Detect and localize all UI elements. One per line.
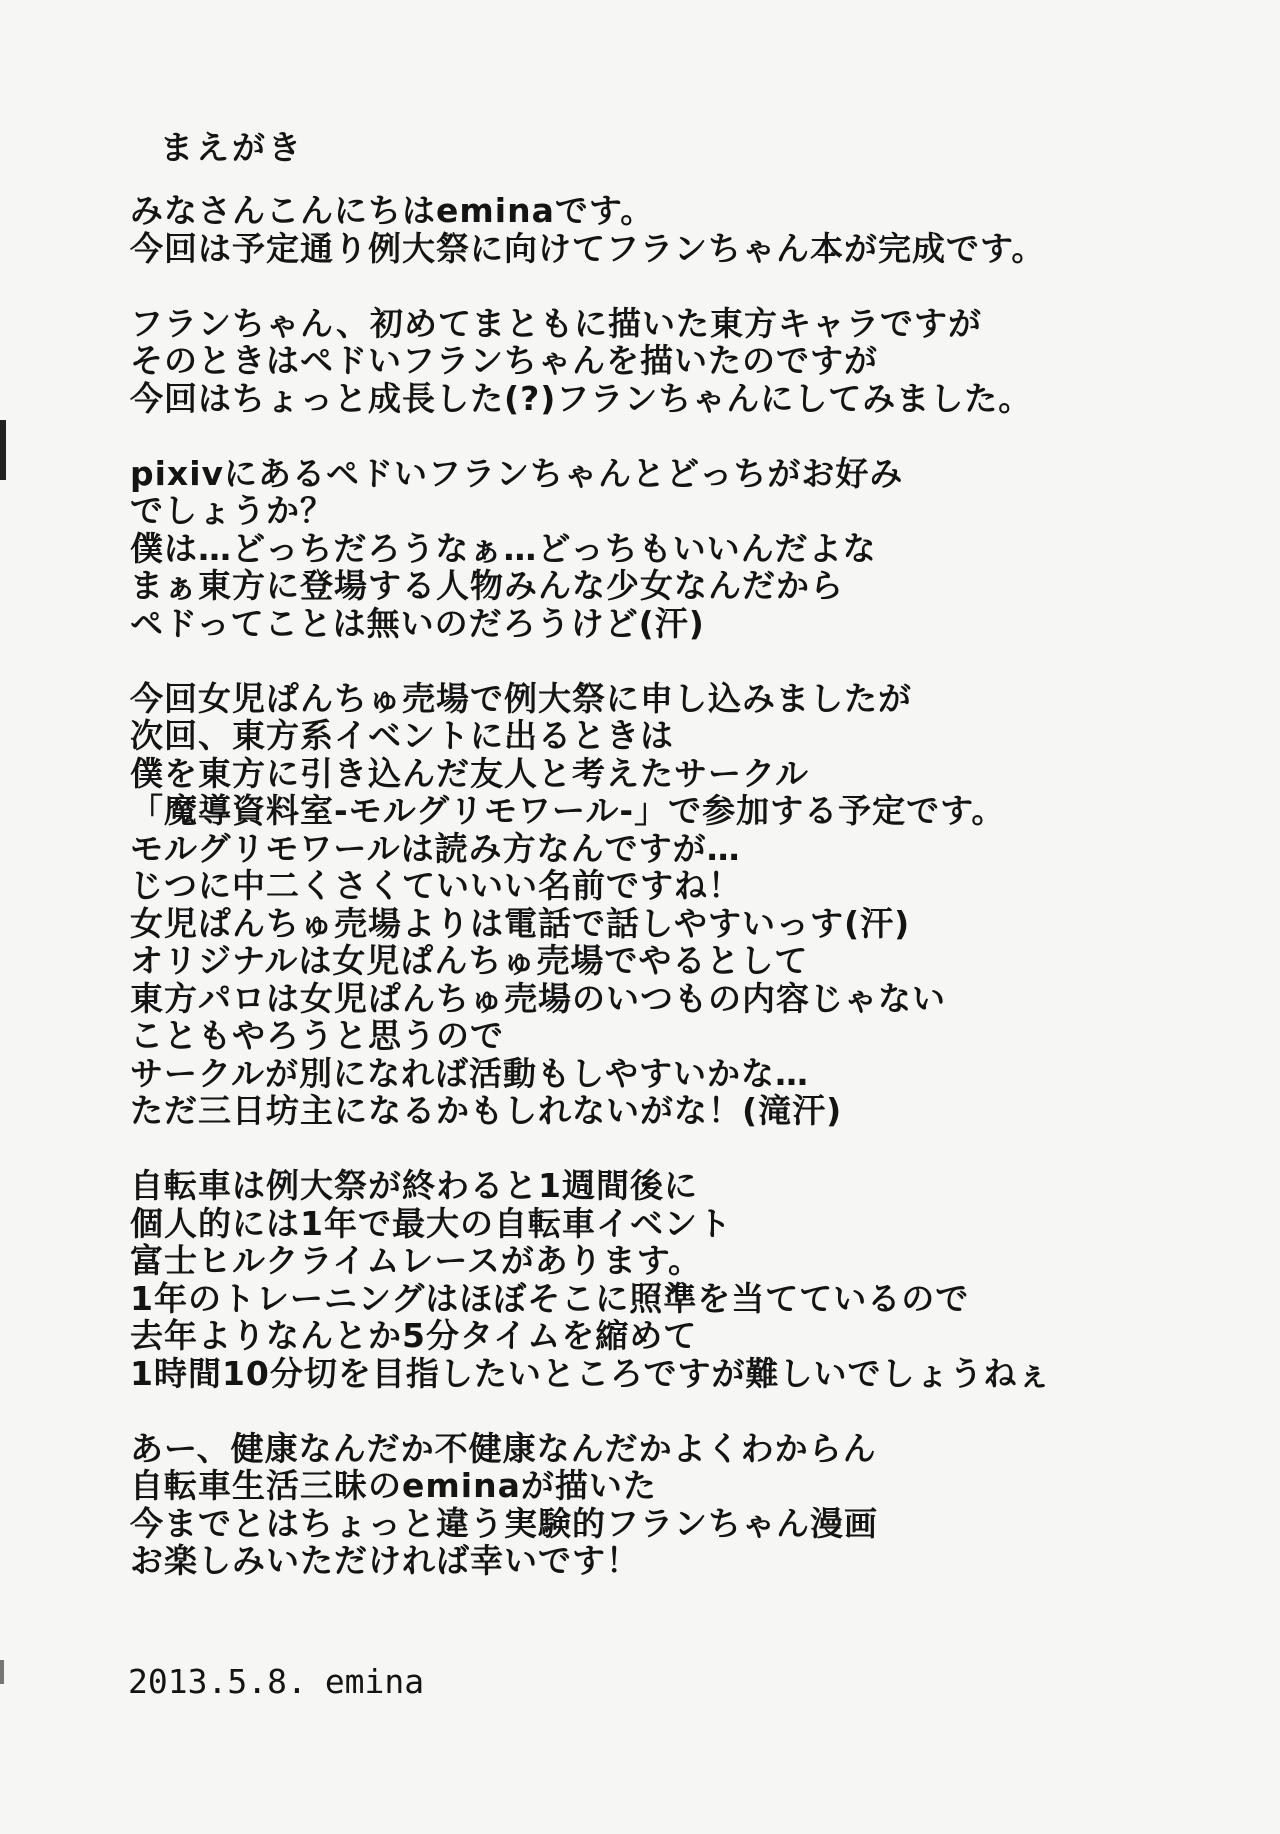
body-text <box>130 192 1240 1580</box>
text-line: みなさんこんにちはeminaです。 <box>130 191 655 230</box>
text-line: フランちゃん、初めてまともに描いた東方キャラですが <box>130 303 982 343</box>
page-edge-mark <box>0 420 6 480</box>
text-line: そのときはペドいフランちゃんを描いたのですが <box>130 341 878 380</box>
text-line: 自転車は例大祭が終わると1週間後に <box>130 1166 698 1205</box>
text-line: 東方パロは女児ぱんちゅ売場のいつもの内容じゃない <box>130 978 946 1018</box>
text-line: 次回、東方系イベントに出るときは <box>130 716 674 755</box>
signature <box>128 1662 424 1701</box>
text-line: 今回はちょっと成長した(?)フランちゃんにしてみました。 <box>130 378 1033 418</box>
text-line: ただ三日坊主になるかもしれないがな！(滝汗) <box>130 1091 843 1130</box>
text-line: ペドってことは無いのだろうけど(汗) <box>130 603 705 643</box>
text-line: お楽しみいただければ幸いです！ <box>130 1541 640 1580</box>
text-line: 1年のトレーニングはほぼそこに照準を当てているので <box>130 1278 970 1318</box>
text-line: 今回は予定通り例大祭に向けてフランちゃん本が完成です。 <box>130 228 1046 268</box>
text-line: でしょうか？ <box>130 491 334 530</box>
text-line: 僕を東方に引き込んだ友人と考えたサークル <box>130 753 810 793</box>
text-line: モルグリモワールは読み方なんですが… <box>130 828 741 868</box>
text-line: 僕は…どっちだろうなぁ…どっちもいいんだよな <box>130 528 877 568</box>
text-line: 今までとはちょっと違う実験的フランちゃん漫画 <box>130 1503 878 1543</box>
paragraph <box>130 1430 1240 1580</box>
text-line: 1時間10分切を目指したいところですが難しいでしょうねぇ <box>130 1353 1052 1393</box>
paragraph <box>130 1167 1240 1392</box>
text-line: 女児ぱんちゅ売場よりは電話で話しやすいっす(汗) <box>130 903 911 943</box>
text-line: 個人的には1年で最大の自転車イベント <box>130 1203 732 1243</box>
text-line: じつに中二くさくていいい名前ですね！ <box>130 866 742 905</box>
paragraph <box>130 192 1240 267</box>
signature-name: emina <box>324 1662 425 1701</box>
text-line: 今回女児ぱんちゅ売場で例大祭に申し込みましたが <box>130 678 912 718</box>
signature-date: 2013.5.8. <box>128 1662 307 1701</box>
paragraph <box>130 305 1240 418</box>
paragraph <box>130 680 1240 1130</box>
text-line: 去年よりなんとか5分タイムを縮めて <box>130 1316 698 1355</box>
text-line: こともやろうと思うので <box>130 1016 504 1055</box>
text-line: 「魔導資料室-モルグリモワール-」で参加する予定です。 <box>130 791 1006 830</box>
paragraph <box>130 455 1240 643</box>
page-title: まえがき <box>160 128 304 167</box>
text-line: オリジナルは女児ぱんちゅ売場でやるとして <box>130 941 809 980</box>
text-line: 富士ヒルクライムレースがあります。 <box>130 1241 703 1280</box>
text-line: まぁ東方に登場する人物みんな少女なんだから <box>130 566 844 605</box>
text-line: サークルが別になれば活動もしやすいかな… <box>130 1053 810 1093</box>
text-line: あー、健康なんだか不健康なんだかよくわからん <box>130 1428 877 1468</box>
page-edge-mark <box>0 1660 4 1684</box>
text-line: pixivにあるペドいフランちゃんとどっちがお好み <box>130 453 904 493</box>
text-line: 自転車生活三昧のeminaが描いた <box>130 1466 657 1505</box>
